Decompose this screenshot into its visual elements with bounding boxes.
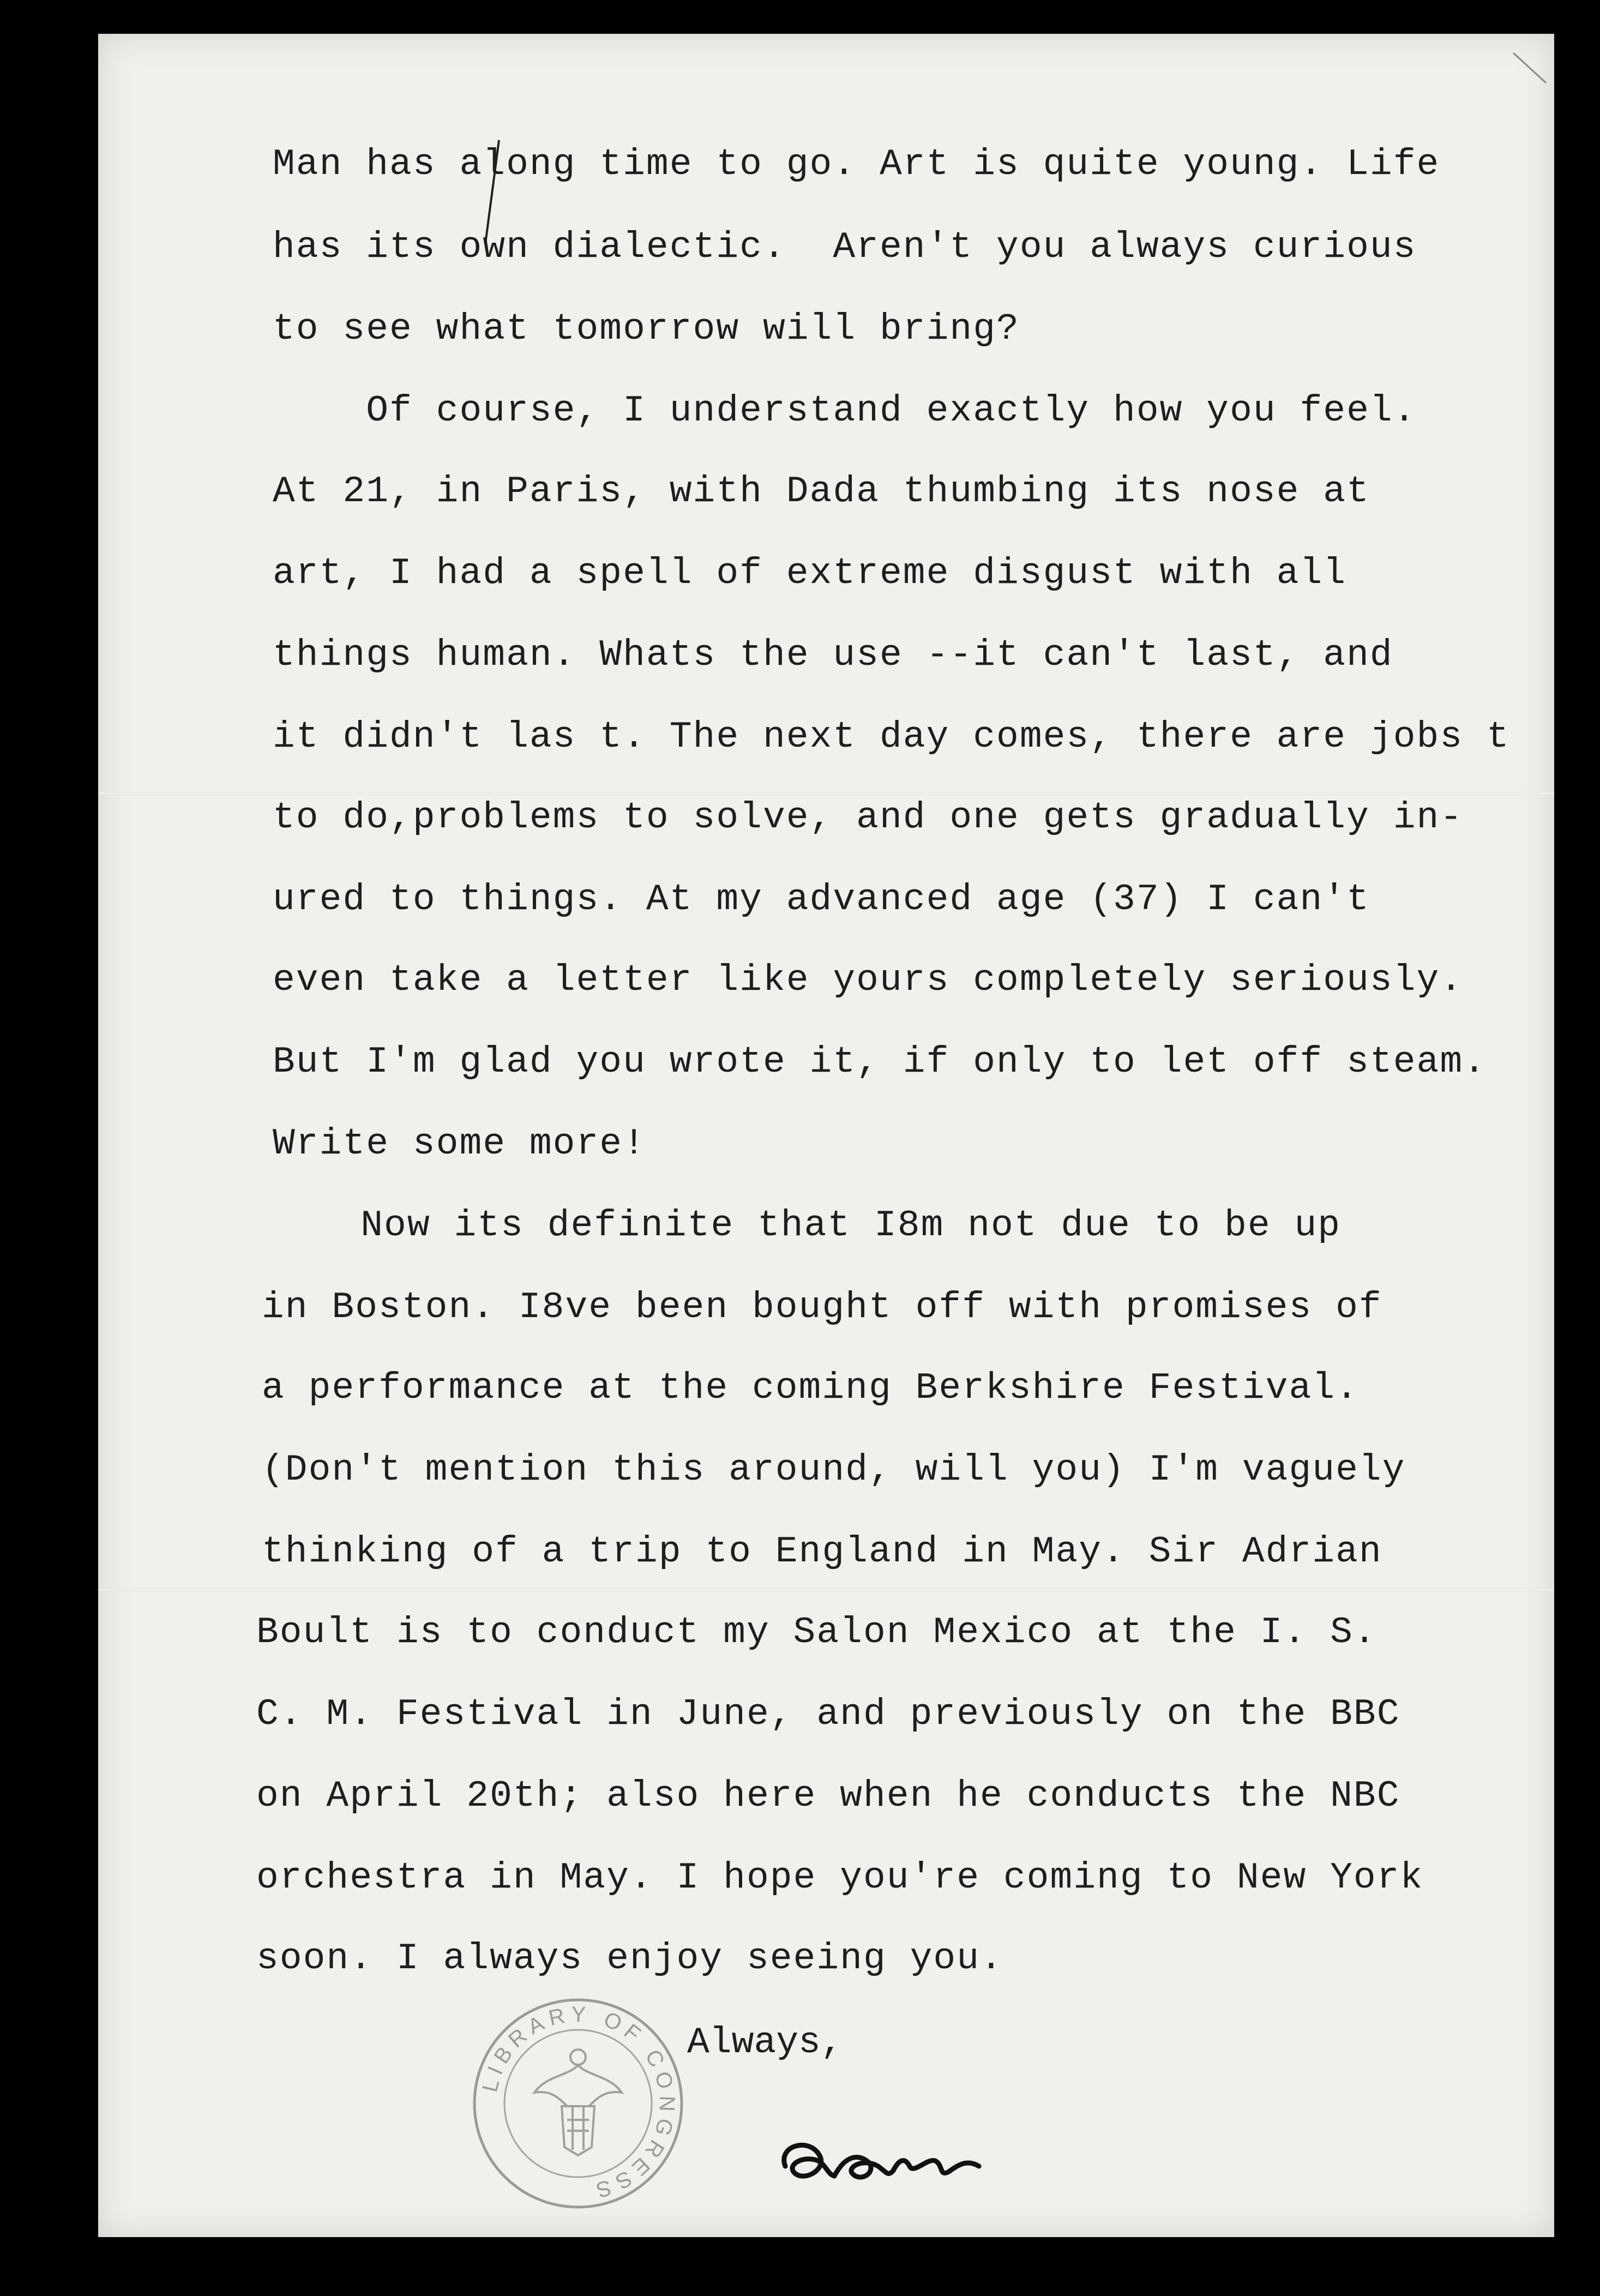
stamp-text: LIBRARY OF CONGRESS: [478, 2002, 679, 2204]
letter-line: C. M. Festival in June, and previously on the BBC: [256, 1693, 1400, 1735]
closing: Always,: [687, 2022, 843, 2064]
letter-line: soon. I always enjoy seeing you.: [256, 1938, 1003, 1980]
paper-fold: [98, 792, 1554, 795]
letter-line: Man has along time to go. Art is quite young. Life: [273, 143, 1440, 185]
letter-line: orchestra in May. I hope you're coming to New York: [256, 1857, 1424, 1899]
letter-line: Write some more!: [273, 1123, 646, 1165]
letter-line: has its own dialectic. Aren't you always curious: [273, 226, 1417, 268]
letter-line: But I'm glad you wrote it, if only to let off steam.: [273, 1041, 1487, 1083]
handwritten-signature: [763, 2106, 998, 2210]
letter-line: At 21, in Paris, with Dada thumbing its nose at: [273, 471, 1370, 513]
letter-line: on April 20th; also here when he conducts the NBC: [256, 1775, 1400, 1817]
letter-line: it didn't las t. The next day comes, there are jobs t: [273, 716, 1510, 758]
library-stamp: [464, 1989, 693, 2218]
letter-line: to do,problems to solve, and one gets gradually in-: [273, 797, 1464, 839]
letter-line: in Boston. I8ve been bought off with promises of: [262, 1287, 1382, 1329]
letter-line: Of course, I understand exactly how you feel.: [273, 390, 1417, 432]
eagle-emblem-icon: [534, 2049, 622, 2155]
letter-line: (Don't mention this around, will you) I'm vaguely: [262, 1449, 1406, 1491]
letter-line: Now its definite that I8m not due to be up: [267, 1205, 1342, 1247]
letter-line: art, I had a spell of extreme disgust with all: [273, 552, 1347, 594]
letter-line: to see what tomorrow will bring?: [273, 308, 1020, 350]
letter-line: thinking of a trip to England in May. Sir Adrian: [262, 1531, 1382, 1573]
letter-page: [98, 34, 1554, 2237]
folded-corner-icon: [1511, 50, 1549, 88]
paper-fold: [98, 1588, 1554, 1591]
letter-line: a performance at the coming Berkshire Festival.: [262, 1367, 1359, 1409]
letter-line: even take a letter like yours completely seriously.: [273, 959, 1464, 1001]
letter-line: Boult is to conduct my Salon Mexico at the I. S.: [256, 1612, 1377, 1654]
letter-line: ured to things. At my advanced age (37) I can't: [273, 879, 1370, 921]
letter-line: things human. Whats the use --it can't last, and: [273, 634, 1393, 676]
